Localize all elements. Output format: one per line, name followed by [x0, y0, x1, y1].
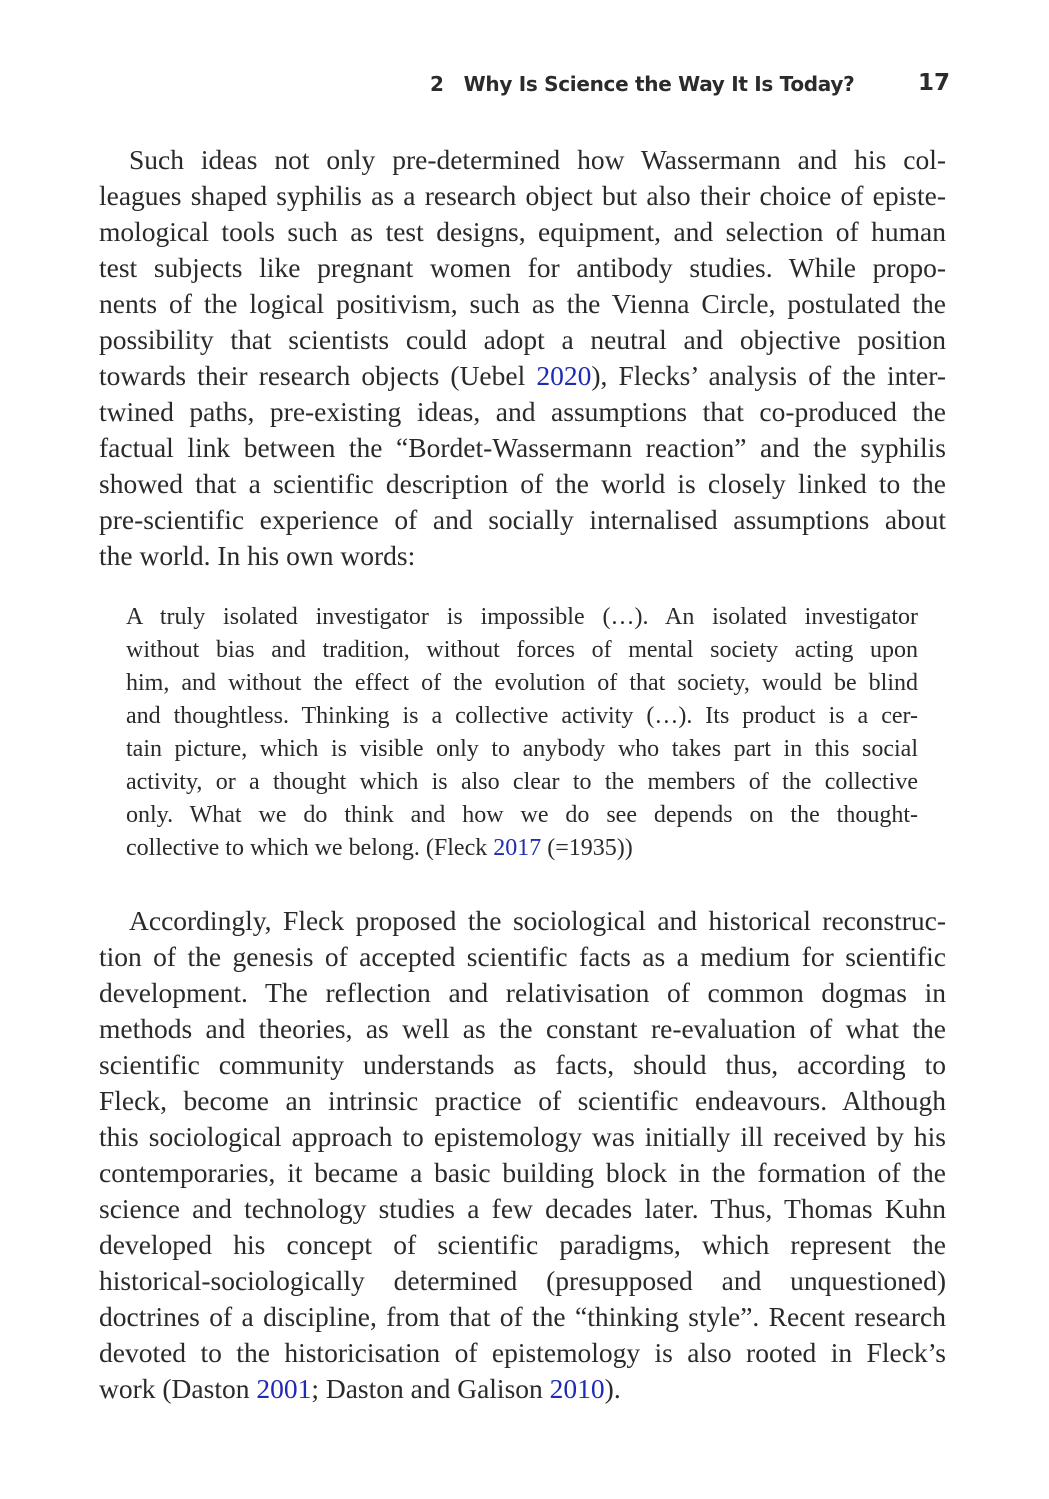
quote-line: tain picture, which is visible only to anybody who takes part in this social	[126, 736, 918, 762]
paragraph-1	[99, 142, 946, 574]
quote-line: activity, or a thought which is also clear to the members of the collective	[126, 769, 918, 795]
text-line: development. The reflection and relativisation of common dogmas in	[99, 977, 946, 1008]
quote-line: A truly isolated investigator is impossible (…). An isolated investigator	[126, 604, 918, 630]
text-line: towards their research objects (Uebel 2020), Flecks’ analysis of the inter-	[99, 360, 946, 391]
text-line: work (Daston 2001; Daston and Galison 2010).	[99, 1373, 621, 1404]
text-line: test subjects like pregnant women for antibody studies. While propo-	[99, 252, 946, 283]
text-line: science and technology studies a few decades later. Thus, Thomas Kuhn	[99, 1193, 946, 1224]
text-line: Such ideas not only pre-determined how Wassermann and his col-	[129, 144, 946, 175]
quote-line: only. What we do think and how we do see depends on the thought-	[126, 802, 918, 828]
text-line: Accordingly, Fleck proposed the sociological and historical reconstruc-	[129, 905, 946, 936]
text-line: possibility that scientists could adopt a neutral and objective position	[99, 324, 946, 355]
quote-line: and thoughtless. Thinking is a collective activity (…). Its product is a cer-	[126, 703, 918, 729]
chapter-heading	[430, 72, 854, 96]
text-line: nents of the logical positivism, such as the Vienna Circle, postulated the	[99, 288, 946, 319]
text-line: mological tools such as test designs, equipment, and selection of human	[99, 216, 946, 247]
chapter-title: Why Is Science the Way It Is Today?	[463, 72, 855, 96]
citation-link-daston-galison-2010[interactable]: 2010	[549, 1373, 605, 1404]
citation-link-uebel-2020[interactable]: 2020	[536, 360, 592, 391]
text-line: scientific community understands as facts, should thus, according to	[99, 1049, 946, 1080]
text-line: leagues shaped syphilis as a research object but also their choice of episte-	[99, 180, 946, 211]
citation-link-fleck-2017[interactable]: 2017	[493, 835, 542, 861]
chapter-number: 2	[430, 72, 444, 96]
page-number: 17	[918, 70, 951, 96]
text-line: pre-scientific experience of and socially internalised assumptions about	[99, 504, 946, 535]
citation-link-daston-2001[interactable]: 2001	[256, 1373, 312, 1404]
paragraph-2	[99, 903, 946, 1407]
text-line: historical-sociologically determined (presupposed and unquestioned)	[99, 1265, 946, 1296]
quote-line: him, and without the effect of the evolution of that society, would be blind	[126, 670, 918, 696]
text-line: this sociological approach to epistemology was initially ill received by his	[99, 1121, 946, 1152]
text-line: the world. In his own words:	[99, 540, 416, 571]
text-line: developed his concept of scientific paradigms, which represent the	[99, 1229, 946, 1260]
quote-line: without bias and tradition, without forces of mental society acting upon	[126, 637, 918, 663]
text-line: devoted to the historicisation of epistemology is also rooted in Fleck’s	[99, 1337, 946, 1368]
text-line: showed that a scientific description of the world is closely linked to the	[99, 468, 946, 499]
quote-line: collective to which we belong. (Fleck 2017 (=1935))	[126, 835, 633, 861]
text-line: Fleck, become an intrinsic practice of scientific endeavours. Although	[99, 1085, 946, 1116]
text-line: tion of the genesis of accepted scientific facts as a medium for scientific	[99, 941, 946, 972]
block-quote	[126, 601, 918, 865]
text-line: factual link between the “Bordet-Wassermann reaction” and the syphilis	[99, 432, 946, 463]
text-line: contemporaries, it became a basic building block in the formation of the	[99, 1157, 946, 1188]
running-header	[0, 72, 1049, 104]
text-line: twined paths, pre-existing ideas, and assumptions that co-produced the	[99, 396, 946, 427]
text-line: methods and theories, as well as the constant re-evaluation of what the	[99, 1013, 946, 1044]
text-line: doctrines of a discipline, from that of the “thinking style”. Recent research	[99, 1301, 946, 1332]
